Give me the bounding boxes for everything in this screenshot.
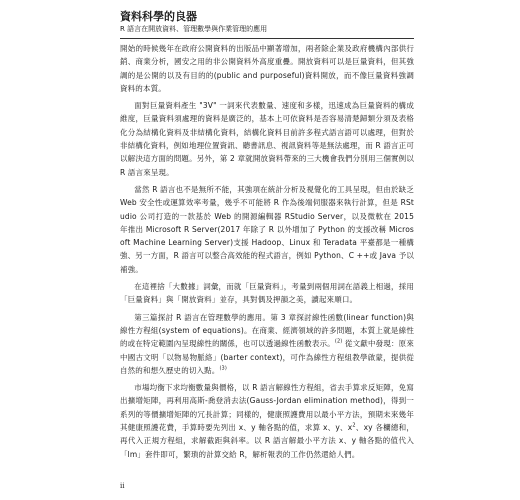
page-number: ii [120, 482, 125, 490]
paragraph: 開始的時候幾年在政府公開資料的出版品中顯著增加，兩者除企業及政府機構內部供行銷、商業分析，國安之用的非公開資料外高度重疊。開放資料可以是巨量資料，但其強調的是公開的以及有目的的(public and purposeful)資料開放，而不像巨量資料強調資料的本質。 [120, 44, 414, 93]
footnote-mark: (2) [334, 338, 343, 345]
footnote-mark: 2 [352, 422, 356, 429]
paragraph: 當然 R 語言也不是無所不能，其強項在統計分析及視覺化的工具呈現，但由於缺乏 Web 安全性或運算效率考量，幾乎不可能將 R 作為後端伺服器來執行計算，但是 RStudio 公司打造的一款基於 Web 的開源編輯器 RStudio Server，以及微軟在 2015 年推出 Microsoft R Server(2017 年除了 R 以外增加了 Python 的支援改稱 Microsoft Machine Learning Server)支援 Hadoop、Linux 和 Teradata 平臺都是一種構強、另一方面，R 語言可以整合高效能的程式語言，例如 Python、C ++或 Java 予以補強。 [120, 184, 414, 274]
paragraph: 在這裡捨「大數據」詞彙，而就「巨量資料」，考量到兩個用詞在語義上相過，採用「巨量資料」與「開放資料」並存，具對偶及押韻之美，讀起來順口。 [120, 282, 414, 305]
paragraph: 第三篇探討 R 語言在管理數學的應用。第 3 章探討線性函數(linear function)與線性方程組(system of equations)。在商業、經濟領域的許多問題，本質上就是線性的或在特定範圍內呈現線性的關係，也可以透過線性函數表示。$^{(2)}$ 從文獻中發現：原來中國古文明「以物易物脈絡」(barter context)，可作為線性方程組教學啟蒙，提供從自然的和想久歷史的切入點。$^{(3)}$ [120, 312, 414, 375]
page-subtitle: R 語言在開放資料、管理數學與作業管理的應用 [120, 25, 268, 33]
footnote-mark: (3) [219, 365, 227, 372]
header-rule [120, 38, 414, 39]
paragraph: 市場均衡下求均衡數量與價格，以 R 語言解線性方程組，省去手算求反矩陣，免寫出擴增矩陣，再利用高斯-喬登消去法(Gauss-Jordan elimination method)，得到一系列的等價擴增矩陣的冗長計算；同樣的，健康照護費用以最小平方法，預期未來幾年其健康照護花費，手算時要先列出 x、y 軸各點的值，求算 x、y、$x^2$、xy 各欄總和，再代入正規方程組，求解截距與斜率。以 R 語言解最小平方法 x、y 軸各點的值代入「lm」套件即可，繁瑣的計算交給 R，解析報表的工作仍然還給人們。 [120, 383, 414, 459]
paragraph: 面對巨量資料產生 "3V" 一詞來代表數量、速度和多樣，迅速成為巨量資料的構成維度，巨量資料須處理的資料是廣泛的，基本上可依資料是否容易清楚歸類分須及表格化分為結構化資料及非結構化資料，結構化資料目前許多程式語言語可以處理，但對於非結構化資料，例如地理位置資訊、聽書訊息、視訊資料等是無法處理，而 R 語言正可以解決這方面的問題。另外，第 2 章就開放資料帶來的三大機會我們分別用三個實例以 R 語言來呈現。 [120, 101, 414, 177]
page-title: 資料科學的良器 [120, 10, 197, 23]
body-text [120, 42, 414, 461]
